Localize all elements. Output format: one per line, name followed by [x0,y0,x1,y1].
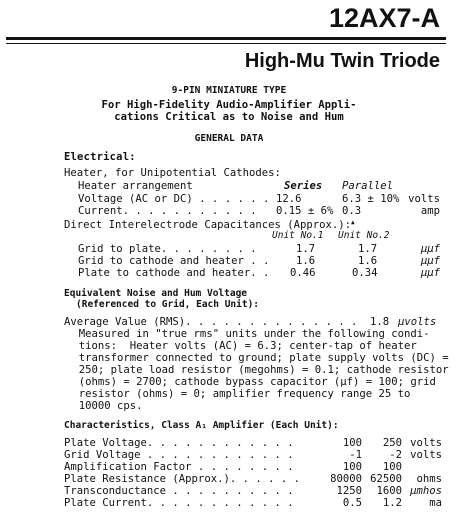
header-rule-thick [6,37,446,40]
general-data-heading: GENERAL DATA [194,133,264,144]
noise-average-value: 1.8 [370,316,390,328]
noise-condition-line: tions: Heater volts (AC) = 6.3; center-tap of heater [66,340,417,352]
heater-parallel-value: 0.3 [342,205,362,217]
heater-series-value: 12.6 [276,193,302,205]
heater-row-label: Voltage (AC or DC) . . . . . . [78,193,270,205]
char-value-1: 0.5 [342,497,362,509]
char-row-label: Amplification Factor . . . . . . . . [64,461,294,473]
char-row-label: Transconductance . . . . . . . . . . [64,485,294,497]
application-line-2: cations Critical as to Noise and Hum [114,111,344,123]
char-value-2: 62500 [370,473,402,485]
capacitance-title [64,217,355,231]
construction-label: 9-PIN MINIATURE TYPE [171,85,287,96]
char-value-2: 100 [382,461,402,473]
capacitance-unit: µµf [420,255,440,267]
char-unit: volts [410,449,442,461]
capacitance-unit2-value: 1.7 [358,243,378,255]
electrical-heading: Electrical: [64,151,136,163]
capacitance-title-text: Direct Interelectrode Capacitances (Approx.): [64,219,352,231]
noise-condition-line: (ohms) = 2700; cathode bypass capacitor (µf) = 100; grid [66,376,436,388]
char-row-label: Plate Current. . . . . . . . . . . . [64,497,294,509]
char-value-1: -1 [349,449,362,461]
capacitance-footnote-mark: ▲ [351,219,355,226]
heater-series-value: 0.15 ± 6% [276,205,334,217]
noise-condition-line: transformer connected to ground; plate supply volts (DC) = [66,352,449,364]
char-row-label: Grid Voltage . . . . . . . . . . . . [64,449,294,461]
heater-unit: amp [420,205,440,217]
noise-heading-2: (Referenced to Grid, Each Unit): [76,299,260,310]
noise-condition-line: Measured in "true rms" units under the following condi- [66,328,430,340]
heater-parallel-value: 6.3 ± 10% [342,193,400,205]
heater-title: Heater, for Unipotential Cathodes: [64,167,281,179]
capacitance-unit1-value: 1.6 [296,255,316,267]
capacitance-unit: µµf [420,243,440,255]
char-value-1: 1250 [336,485,362,497]
heater-row-label: Heater arrangement [78,180,193,192]
capacitance-unit1-value: 0.46 [290,267,316,279]
char-value-2: 1600 [376,485,402,497]
tube-name-title: High-Mu Twin Triode [244,50,440,72]
heater-row-label: Current. . . . . . . . . . . [78,205,257,217]
char-unit: ohms [416,473,442,485]
capacitance-unit2-value: 0.34 [352,267,378,279]
char-value-1: 80000 [330,473,362,485]
capacitance-row-label: Grid to plate. . . . . . . . [78,243,257,255]
capacitance-unit2-value: 1.6 [358,255,378,267]
char-value-2: 250 [382,437,402,449]
char-value-2: 1.2 [382,497,402,509]
char-row-label: Plate Voltage. . . . . . . . . . . . [64,437,294,449]
noise-average-label: Average Value (RMS). . . . . . . . . . . . . . [64,316,358,328]
col-series: Series [284,180,323,192]
header-rule-thin [6,43,446,44]
noise-average-unit: µvolts [398,316,437,328]
col-parallel: Parallel [342,180,394,192]
char-value-2: -2 [389,449,402,461]
noise-heading-1: Equivalent Noise and Hum Voltage [64,288,248,299]
capacitance-row-label: Plate to cathode and heater. . [78,267,270,279]
noise-condition-line: 10000 cps. [66,400,143,412]
char-value-1: 100 [342,437,362,449]
char-unit: µmhos [410,485,442,497]
characteristics-heading: Characteristics, Class A₁ Amplifier (Each Unit): [64,420,339,431]
char-row-label: Plate Resistance (Approx.). . . . . . [64,473,300,485]
char-unit: volts [410,437,442,449]
noise-condition-line: resistor (ohms) = 0; amplifier frequency range 25 to [66,388,411,400]
capacitance-unit1-value: 1.7 [296,243,316,255]
col-unit-1: Unit No.1 [272,230,324,241]
tube-type-title: 12AX7-A [328,3,440,33]
heater-unit: volts [408,193,440,205]
char-value-1: 100 [342,461,362,473]
capacitance-row-label: Grid to cathode and heater . . [78,255,270,267]
col-unit-2: Unit No.2 [338,230,390,241]
char-unit: ma [429,497,442,509]
application-line-1: For High-Fidelity Audio-Amplifier Appli- [101,99,357,111]
noise-condition-line: 250; plate load resistor (megohms) = 0.1; cathode resistor [66,364,449,376]
capacitance-unit: µµf [420,267,440,279]
